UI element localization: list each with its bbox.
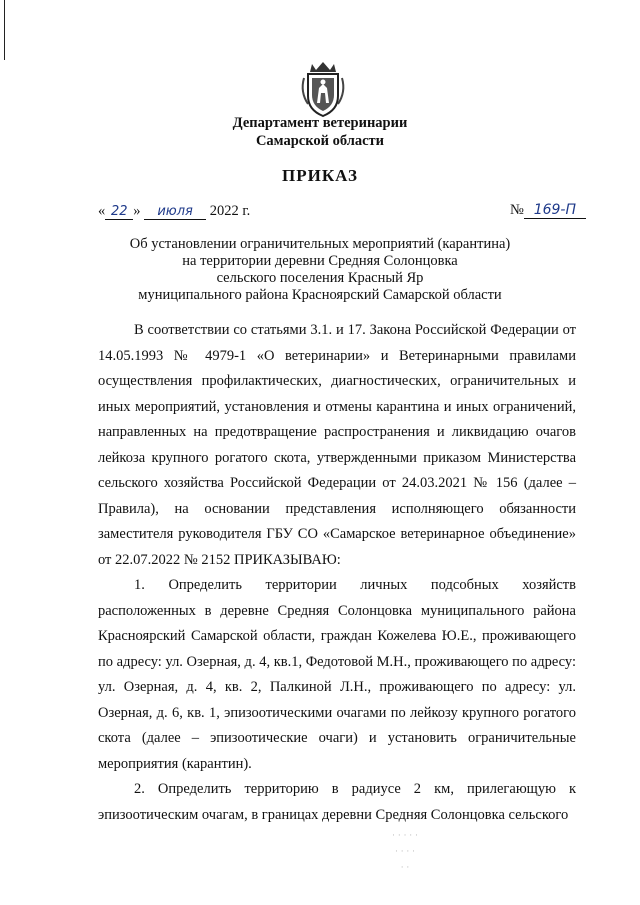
date-month: июля [144,204,206,220]
number-value: 169-П [524,202,586,219]
subject-line: муниципального района Красноярский Самарской области [138,287,502,303]
document-subject [0,236,640,304]
date-day: 22 [105,204,133,220]
coat-of-arms-icon [298,58,348,118]
organization-name [0,114,640,150]
subject-line: на территории деревни Средняя Солонцовка [182,253,458,269]
document-number [510,202,586,219]
date-close-quote: » [133,203,141,219]
clause-2-paragraph: 2. Определить территорию в радиусе 2 км, прилегающую к эпизоотическим очагам, в границах деревни Средняя Солонцовка сельского [98,781,576,823]
preamble-paragraph: В соответствии со статьями 3.1. и 17. Закона Российской Федерации от 14.05.1993 № 4979-1 «О ветеринарии» и Ветеринарными правилами осуществления профилактических, диагностических, ограничительных и иных мероприятий, установления и отмены карантина и иных ограничений, направленных на предотвращение распространения и ликвидацию очагов лейкоза крупного рогатого скота, утвержденными приказом Министерства сельского хозяйства Российской Федерации от 24.03.2021 № 156 (далее – Правила), на основании представления исполняющего обязанности заместителя руководителя ГБУ СО «Самарское ветеринарное объединение» от 22.07.2022 № 2152 ПРИКАЗЫВАЮ: [98,322,576,568]
document-date [98,203,250,220]
document-body [98,318,576,828]
clause-1-paragraph: 1. Определить территории личных подсобных хозяйств расположенных в деревне Средняя Солонцовка муниципального района Красноярский Самарской области, граждан Кожелева Ю.Е., проживающего по адресу: ул. Озерная, д. 4, кв.1, Федотовой М.Н., проживающего по адресу: ул. Озерная, д. 4, кв. 2, Палкиной Л.Н., проживающего по адресу: ул. Озерная, д. 6, кв. 1, эпизоотическими очагами по лейкозу крупного рогатого скота (далее – эпизоотические очаги) и установить ограничительные мероприятия (карантин). [98,577,576,772]
number-prefix: № [510,202,524,218]
faint-stamp-mark: · · · · · · · · · · · [392,831,418,873]
subject-line: Об установлении ограничительных мероприятий (карантина) [129,236,511,252]
subject-line: сельского поселения Красный Яр [216,270,424,286]
date-year: 2022 г. [209,203,251,219]
org-line-1: Департамент ветеринарии [232,115,408,131]
scan-edge-line [4,0,5,60]
org-line-2: Самарской области [255,133,385,149]
document-type-title: ПРИКАЗ [282,166,358,185]
date-open-quote: « [98,203,106,219]
